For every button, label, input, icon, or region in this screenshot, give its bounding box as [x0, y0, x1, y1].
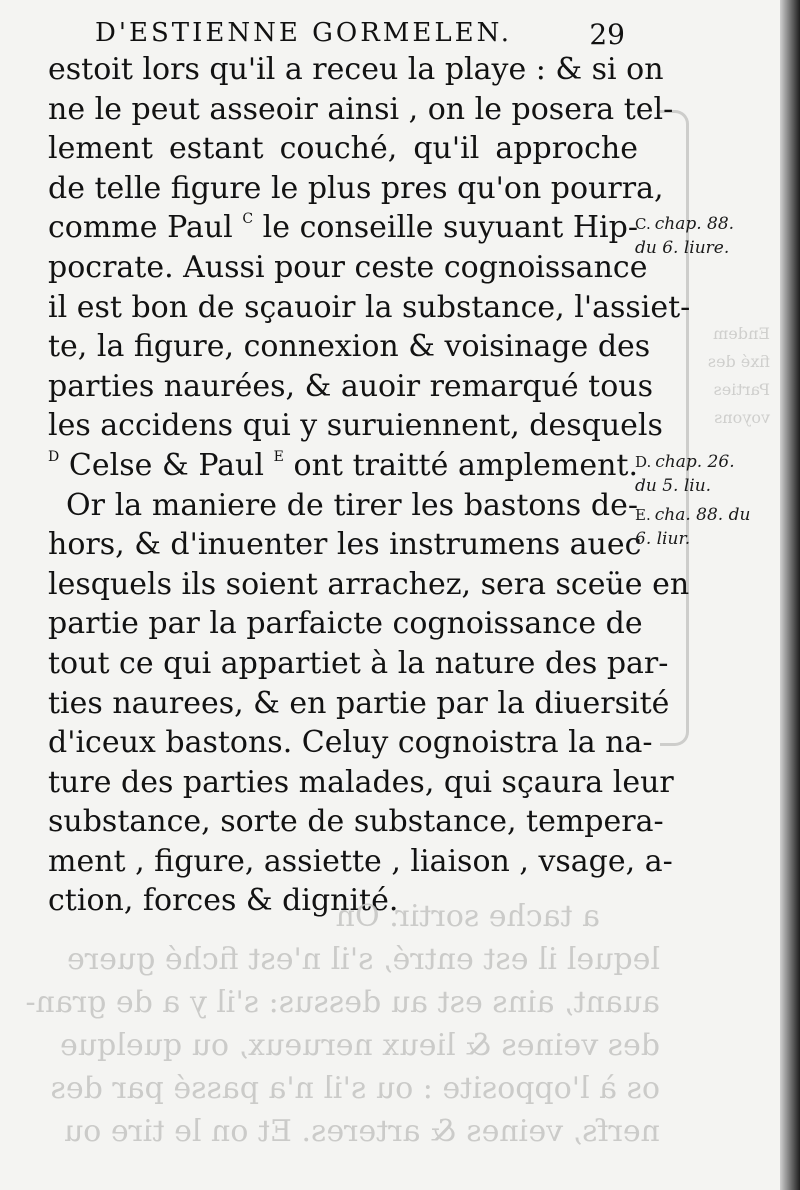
running-title: D'ESTIENNE GORMELEN.	[95, 18, 512, 48]
bleed-line: lequel il est entré, s'il n'est fiché guere	[67, 942, 660, 977]
bleed-line: des veines & lieux nerueux, ou quelque	[59, 1028, 660, 1063]
text-fragment: le conseille suyuant Hip-	[262, 210, 638, 246]
text-line: substance, sorte de substance, tempera-	[48, 804, 664, 840]
text-line: ties naurees, & en partie par la diuersité	[48, 685, 670, 721]
note-marker-e: E	[273, 448, 284, 465]
text-line: tout ce qui appartiet à la nature des par-	[48, 645, 669, 681]
bleed-line: nerfs, veines & arteres. Et on le tire ou	[63, 1114, 660, 1149]
text-line: te, la figure, connexion & voisinage des	[48, 329, 651, 365]
note-text: chap. 26.	[655, 452, 735, 472]
note-text: cha. 88. du	[654, 505, 751, 525]
text-line: parties naurées, & auoir remarqué tous	[48, 368, 654, 404]
text-line: lement estant couché, qu'il approche	[48, 131, 638, 167]
text-fragment: Celse & Paul	[68, 447, 264, 483]
text-line: partie par la parfaicte cognoissance de	[48, 606, 643, 642]
text-line: lesquels ils soient arrachez, sera sceüe en	[48, 566, 690, 602]
note-text: du 5. liu.	[635, 476, 712, 496]
text-line	[48, 446, 638, 486]
margin-note-d	[635, 450, 775, 498]
text-line: Or la maniere de tirer les bastons de-	[66, 487, 638, 523]
text-line: de telle figure le plus pres qu'on pourra,	[48, 170, 664, 206]
text-line: estoit lors qu'il a receu la playe : & si on	[48, 52, 664, 87]
page-header	[95, 14, 635, 50]
text-fragment: ont traitté amplement.	[293, 447, 638, 483]
bleed-line: a tache sortir. On	[335, 899, 600, 934]
margin-note-c	[635, 212, 775, 260]
note-text: du 6. liure.	[635, 238, 730, 258]
text-line: hors, & d'inuenter les instrumens auec	[48, 527, 642, 563]
note-key: E.	[635, 506, 651, 524]
text-fragment: comme Paul	[48, 210, 233, 246]
text-line: ture des parties malades, qui sçaura leur	[48, 764, 674, 800]
text-line: ment , figure, assiette , liaison , vsage, a-	[48, 843, 673, 879]
text-line: d'iceux bastons. Celuy cognoistra la na-	[48, 725, 653, 761]
text-line: ction, forces & dignité.	[48, 883, 399, 919]
page-number: 29	[589, 18, 625, 51]
bleed-through-text	[25, 895, 660, 1153]
note-text: chap. 88.	[654, 214, 735, 234]
text-line: ne le peut asseoir ainsi , on le posera tel-	[48, 91, 674, 127]
note-key: D.	[635, 453, 652, 471]
bleed-line: os à l'opposite : ou s'il n'a passé par des	[50, 1071, 660, 1106]
text-line: les accidens qui y suruiennent, desquels	[48, 408, 663, 444]
note-marker-c: C	[242, 211, 254, 228]
text-line	[48, 208, 638, 248]
note-key: C.	[635, 215, 651, 233]
page-edge-shadow	[780, 0, 800, 1190]
note-marker-d: D	[48, 448, 60, 465]
text-line: pocrate. Aussi pour ceste cognoissance	[48, 249, 648, 285]
bleed-line: auant, ains est au dessus: s'il y a de gran-	[25, 985, 660, 1020]
bleed-through-margin: Endem fixé des Parties voyons	[707, 324, 770, 427]
text-line: il est bon de sçauoir la substance, l'assiet-	[48, 289, 691, 325]
note-text: 6. liur.	[635, 529, 691, 549]
margin-note-e	[635, 503, 775, 551]
